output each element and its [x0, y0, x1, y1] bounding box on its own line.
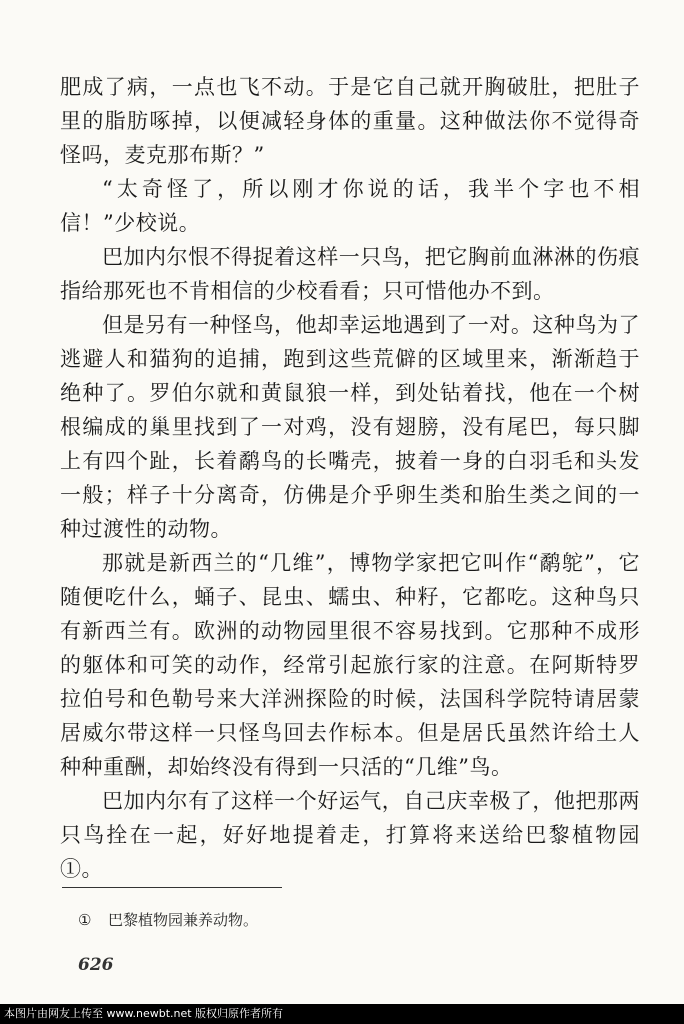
- paragraph-1: 肥成了病，一点也飞不动。于是它自己就开胸破肚，把肚子里的脂肪啄掉，以便减轻身体的重量。这种做法你不觉得奇怪吗，麦克那布斯？”: [60, 75, 640, 167]
- body-text: [60, 70, 640, 886]
- footnote: [78, 910, 258, 930]
- watermark-bar: 本图片由网友上传至 www.newbt.net 版权归原作者所有: [0, 1004, 684, 1024]
- page-number: 626: [78, 955, 114, 975]
- footnote-text: 巴黎植物园兼养动物。: [108, 911, 259, 929]
- paragraph-2: “太奇怪了，所以刚才你说的话，我半个字也不相信！”少校说。: [60, 177, 640, 235]
- paragraph-4: 但是另有一种怪鸟，他却幸运地遇到了一对。这种鸟为了逃避人和猫狗的追捕，跑到这些荒僻的区域里来，渐渐趋于绝种了。罗伯尔就和黄鼠狼一样，到处钻着找，他在一个树根编成的巢里找到了一对鸡，没有翅膀，没有尾巴，每只脚上有四个趾，长着鹬鸟的长嘴壳，披着一身的白羽毛和头发一般；样子十分离奇，仿佛是介乎卵生类和胎生类之间的一种过渡性的动物。: [60, 313, 640, 541]
- footnote-divider: [62, 887, 282, 888]
- footnote-mark: ①: [78, 911, 92, 929]
- paragraph-5: 那就是新西兰的“几维”，博物学家把它叫作“鹬鸵”，它随便吃什么，蛹子、昆虫、蠕虫、种籽，它都吃。这种鸟只有新西兰有。欧洲的动物园里很不容易找到。它那种不成形的躯体和可笑的动作，经常引起旅行家的注意。在阿斯特罗拉伯号和色勒号来大洋洲探险的时候，法国科学院特请居蒙居威尔带这样一只怪鸟回去作标本。但是居氏虽然许给土人种种重酬，却始终没有得到一只活的“几维”鸟。: [60, 551, 640, 779]
- paragraph-3: 巴加内尔恨不得捉着这样一只鸟，把它胸前血淋淋的伤痕指给那死也不肯相信的少校看看；只可惜他办不到。: [60, 245, 640, 303]
- paragraph-6: 巴加内尔有了这样一个好运气，自己庆幸极了，他把那两只鸟拴在一起，好好地提着走，打算将来送给巴黎植物园①。: [60, 789, 640, 881]
